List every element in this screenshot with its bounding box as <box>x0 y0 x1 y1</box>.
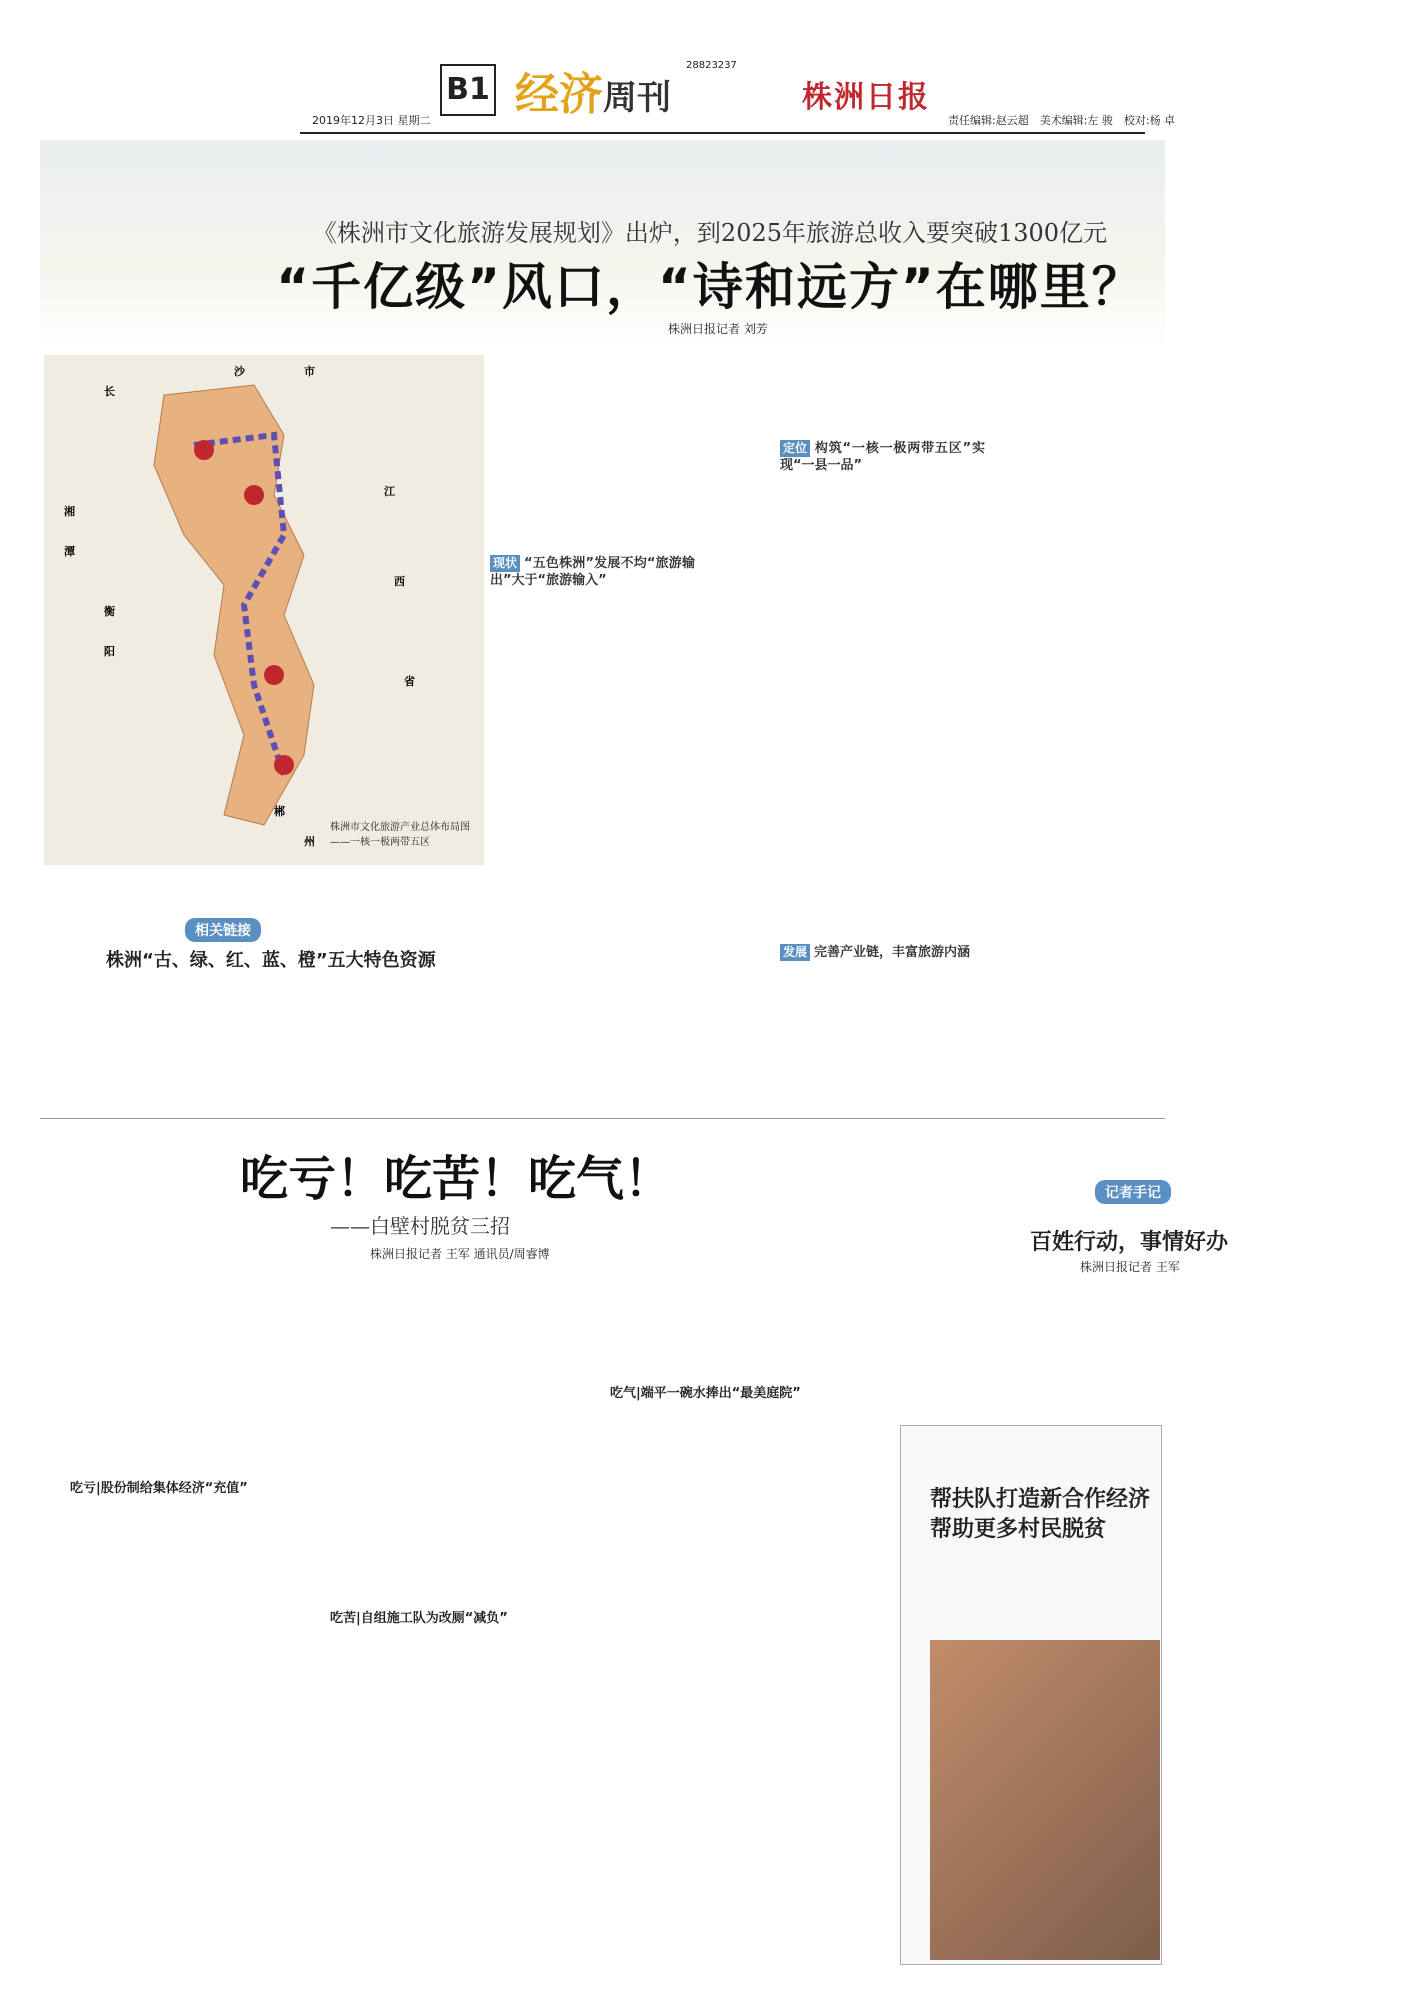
header-rule <box>300 132 1145 134</box>
svg-text:阳: 阳 <box>104 645 115 658</box>
body-column-1 <box>490 355 695 589</box>
related-links-tag: 相关链接 <box>185 918 261 942</box>
article-byline: 株洲日报记者 刘芳 <box>668 322 768 336</box>
section-head-1: “五色株洲”发展不均“旅游输出”大于“旅游输入” <box>490 556 695 588</box>
section-head-2: 构筑“一核一极两带五区”实现“一县一品” <box>780 441 985 473</box>
map-caption: 株洲市文化旅游产业总体布局图——一核一极两带五区 <box>330 822 470 848</box>
bottom-title: 吃亏！吃苦！吃气！ <box>240 1151 673 1207</box>
page-number: B1 <box>440 64 496 116</box>
svg-text:市: 市 <box>304 365 315 378</box>
svg-text:湘: 湘 <box>64 505 75 518</box>
svg-text:长: 长 <box>104 385 115 398</box>
issue-date: 2019年12月3日 星期二 <box>312 114 431 127</box>
bottom-sub-1: 吃亏|股份制给集体经济“充值” <box>70 1481 248 1496</box>
svg-text:潭: 潭 <box>64 545 75 558</box>
related-title: 株洲“古、绿、红、蓝、橙”五大特色资源 <box>106 950 436 971</box>
editor-credits: 责任编辑:赵云超 美术编辑:左 骏 校对:杨 卓 <box>948 114 1176 127</box>
bottom-sub-2: 吃苦|自组施工队为改厕“减负” <box>330 1611 508 1626</box>
reporter-note-tag: 记者手记 <box>1095 1180 1171 1204</box>
bottom-subtitle: ——白壁村脱贫三招 <box>330 1214 510 1238</box>
hotline: 28823237 <box>686 60 737 71</box>
svg-text:州: 州 <box>304 835 315 848</box>
section-divider <box>40 1118 1165 1119</box>
develop-tag: 发展 <box>780 944 810 961</box>
note-title: 百姓行动，事情好办 <box>1030 1230 1229 1255</box>
sidebar-box-title: 帮扶队打造新合作经济 帮助更多村民脱贫 <box>930 1487 1151 1542</box>
position-tag: 定位 <box>780 440 810 457</box>
svg-text:郴: 郴 <box>274 805 285 818</box>
section-brand: 经济周刊 <box>515 69 671 120</box>
tourism-layout-map <box>44 355 484 865</box>
status-tag: 现状 <box>490 555 520 572</box>
article-title: “千亿级”风口，“诗和远方”在哪里？ <box>276 258 1144 316</box>
svg-text:省: 省 <box>404 675 415 688</box>
body-column-2 <box>780 440 985 961</box>
drying-tea-photo <box>930 1640 1160 1960</box>
svg-text:西: 西 <box>394 575 405 588</box>
bottom-byline: 株洲日报记者 王军 通讯员/周睿博 <box>370 1247 550 1261</box>
article-subtitle: 《株洲市文化旅游发展规划》出炉，到2025年旅游总收入要突破1300亿元 <box>312 219 1108 247</box>
note-byline: 株洲日报记者 王军 <box>1080 1260 1180 1274</box>
newspaper-logo: 株洲日报 <box>802 80 930 115</box>
bottom-sub-3: 吃气|端平一碗水捧出“最美庭院” <box>610 1386 801 1401</box>
svg-text:沙: 沙 <box>234 365 245 378</box>
section-head-3: 完善产业链，丰富旅游内涵 <box>814 945 971 960</box>
svg-text:衡: 衡 <box>104 605 115 618</box>
svg-text:江: 江 <box>384 485 395 498</box>
